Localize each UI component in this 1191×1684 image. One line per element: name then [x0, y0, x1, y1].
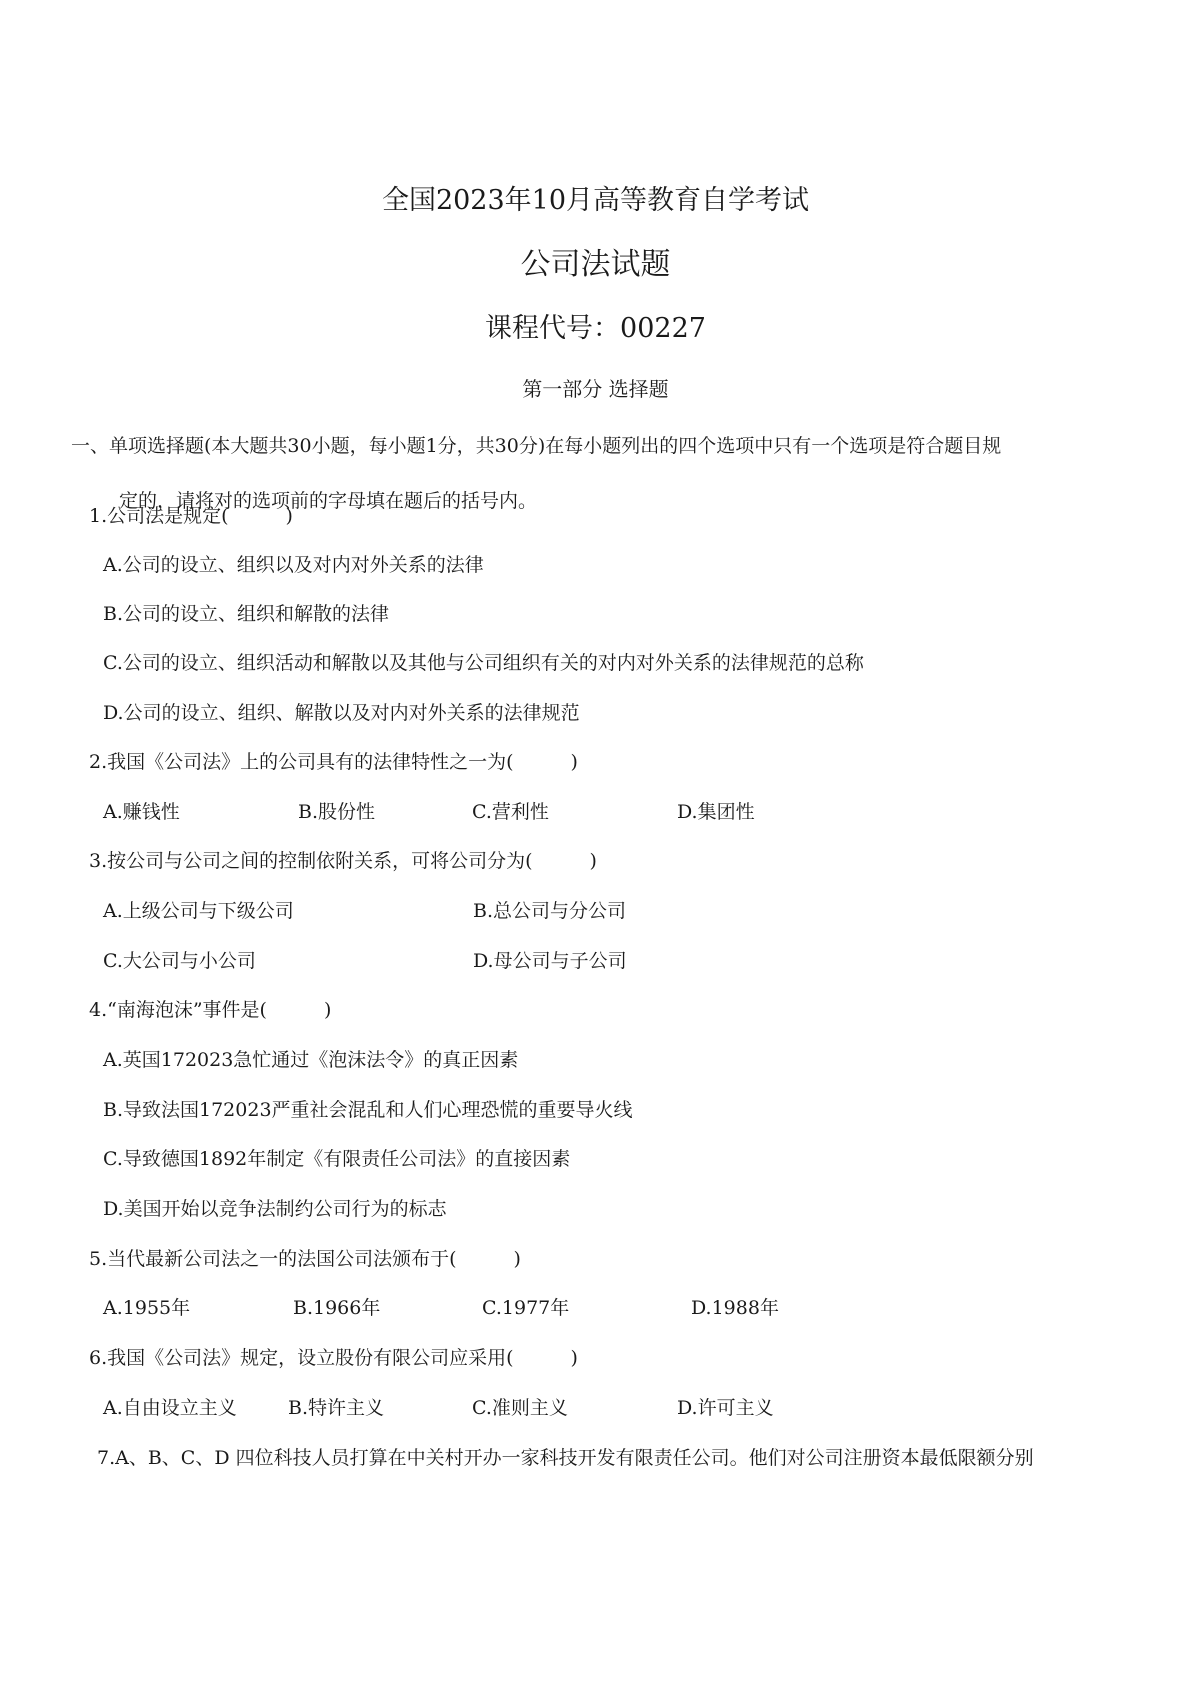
- question-option: D.许可主义: [677, 1397, 774, 1419]
- question-stem: 1.公司法是规定( ): [89, 505, 293, 527]
- question-option: D.美国开始以竞争法制约公司行为的标志: [103, 1198, 447, 1220]
- question-option: B.特许主义: [288, 1397, 385, 1419]
- question-option: D.1988年: [691, 1297, 779, 1319]
- question-option: A.英国172023急忙通过《泡沫法令》的真正因素: [103, 1049, 519, 1071]
- question-option: A.赚钱性: [103, 801, 180, 823]
- question-option: B.公司的设立、组织和解散的法律: [103, 603, 390, 625]
- question-option: D.母公司与子公司: [473, 950, 627, 972]
- section-heading-line2: 定的，请将对的选项前的字母填在题后的括号内。: [119, 490, 538, 512]
- question-option: A.1955年: [103, 1297, 191, 1319]
- question-option: C.大公司与小公司: [103, 950, 256, 972]
- part-title: 第一部分 选择题: [522, 377, 669, 401]
- question-option: A.公司的设立、组织以及对内对外关系的法律: [103, 554, 484, 576]
- question-option: C.准则主义: [472, 1397, 568, 1419]
- question-option: C.营利性: [472, 801, 549, 823]
- question-stem: 5.当代最新公司法之一的法国公司法颁布于( ): [89, 1248, 521, 1270]
- question-stem: 4.“南海泡沫”事件是( ): [89, 999, 332, 1021]
- question-option: C.1977年: [482, 1297, 570, 1319]
- course-code: 课程代号：00227: [485, 313, 706, 344]
- section-heading-line1: 一、单项选择题(本大题共30小题，每小题1分，共30分)在每小题列出的四个选项中只有一个选项是符合题目规: [71, 435, 1002, 457]
- question-option: B.股份性: [298, 801, 376, 823]
- question-stem: 7.A、B、C、D 四位科技人员打算在中关村开办一家科技开发有限责任公司。他们对公司注册资本最低限额分别: [97, 1447, 1034, 1469]
- subject-title: 公司法试题: [520, 247, 671, 282]
- question-option: D.集团性: [677, 801, 755, 823]
- question-option: B.1966年: [293, 1297, 381, 1319]
- question-option: D.公司的设立、组织、解散以及对内对外关系的法律规范: [103, 702, 580, 724]
- question-option: C.导致德国1892年制定《有限责任公司法》的直接因素: [103, 1148, 571, 1170]
- question-option: B.导致法国172023严重社会混乱和人们心理恐慌的重要导火线: [103, 1099, 633, 1121]
- question-option: A.自由设立主义: [103, 1397, 237, 1419]
- question-stem: 6.我国《公司法》规定，设立股份有限公司应采用( ): [89, 1347, 578, 1369]
- exam-title: 全国2023年10月高等教育自学考试: [381, 185, 810, 216]
- question-option: B.总公司与分公司: [473, 900, 627, 922]
- question-stem: 2.我国《公司法》上的公司具有的法律特性之一为( ): [89, 751, 578, 773]
- question-option: C.公司的设立、组织活动和解散以及其他与公司组织有关的对内对外关系的法律规范的总称: [103, 652, 864, 674]
- question-option: A.上级公司与下级公司: [103, 900, 294, 922]
- question-stem: 3.按公司与公司之间的控制依附关系，可将公司分为( ): [89, 850, 597, 872]
